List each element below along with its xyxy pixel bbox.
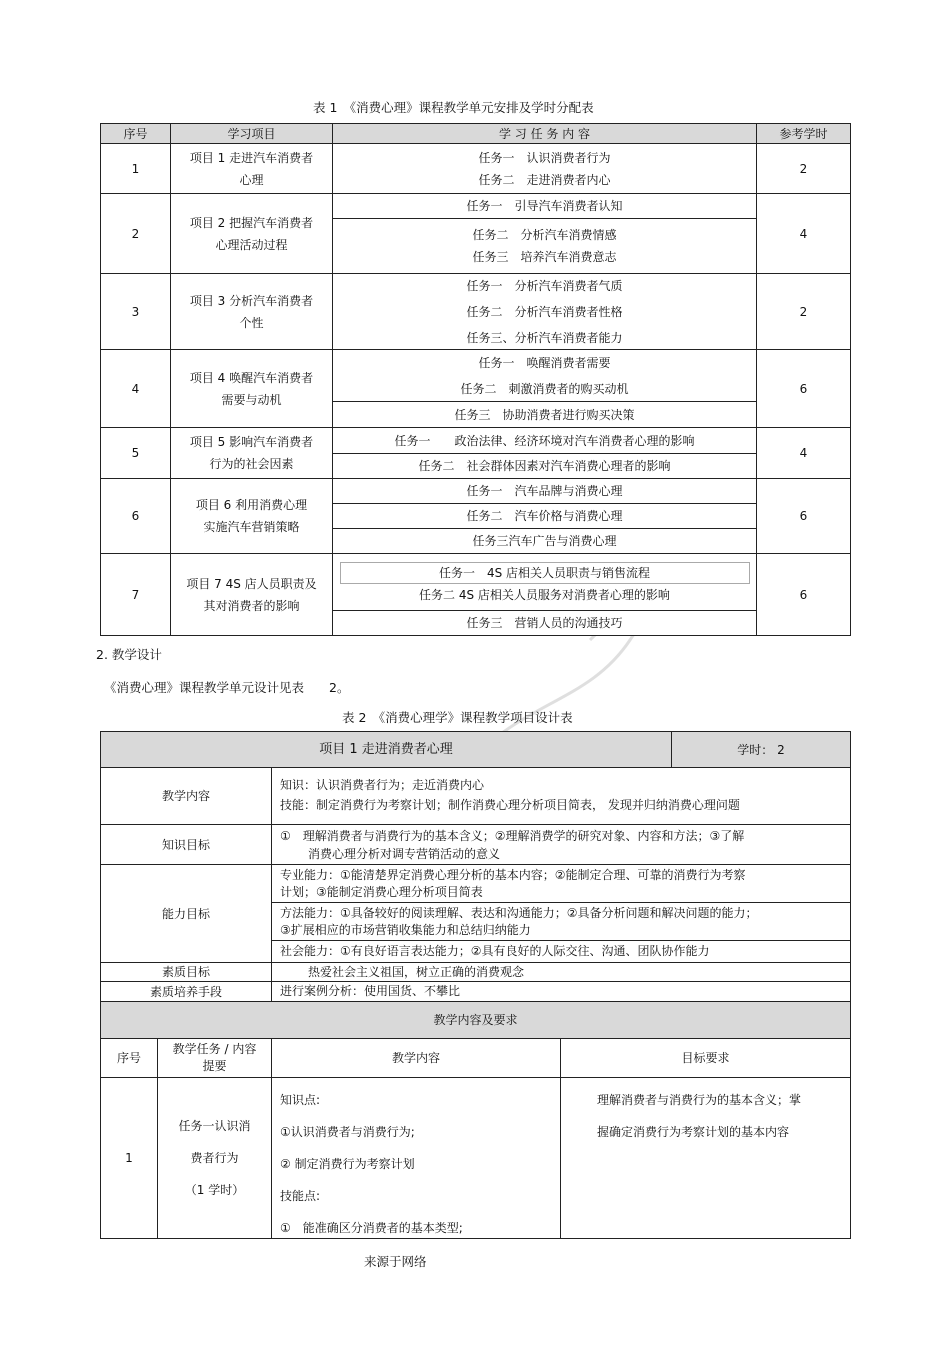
project-line: 心理活动过程 (215, 237, 288, 252)
table2-ability-professional (271, 864, 851, 903)
table1-row4-project (170, 349, 333, 428)
table2-subheader-task (157, 1038, 272, 1078)
content-line: 知识：认识消费者行为；走近消费内心 (280, 778, 485, 792)
table1-row1-no: 1 (100, 143, 171, 194)
table2-row1-goal (560, 1077, 851, 1239)
task-line: （1 学时） (184, 1183, 245, 1197)
task-item: 任务三、分析汽车消费者能力 (466, 330, 623, 345)
table1-row3-tasks (332, 273, 757, 350)
table1-row4-no: 4 (100, 349, 171, 428)
table2 (100, 731, 851, 1239)
table1-header-tasks: 学 习 任 务 内 容 (332, 123, 757, 144)
project-line: 项目 6 利用消费心理 (195, 498, 308, 512)
table2-ability-method (271, 902, 851, 941)
subheader-line: 提要 (202, 1059, 227, 1073)
table1-row1-tasks (332, 143, 757, 194)
table1-row4-task3: 任务三 协助消费者进行购买决策 (332, 401, 757, 428)
project-line: 其对消费者的影响 (203, 598, 300, 613)
table2-ability-label: 能力目标 (100, 864, 272, 963)
table1-row5-project (170, 427, 333, 479)
ability-line: 计划；③能制定消费心理分析项目简表 (280, 885, 483, 899)
table1-row6-task1: 任务一 汽车品牌与消费心理 (332, 478, 757, 504)
content-line: 技能点: (280, 1189, 321, 1203)
task-item: 任务二 走进消费者内心 (478, 172, 611, 187)
table1-row6-hours: 6 (756, 478, 851, 554)
table2-quality-value: 热爱社会主义祖国，树立正确的消费观念 (271, 962, 851, 982)
table2-row1-task (157, 1077, 272, 1239)
project-line: 个性 (239, 315, 264, 330)
table2-ability-social: 社会能力：①有良好语言表达能力；②具有良好的人际交往、沟通、团队协作能力 (271, 940, 851, 963)
project-line: 项目 7 4S 店人员职责及 (186, 576, 317, 591)
table1-row6-task3: 任务三汽车广告与消费心理 (332, 528, 757, 554)
content-line: 知识点: (280, 1093, 321, 1107)
table1 (100, 123, 851, 636)
table1-header-project: 学习项目 (170, 123, 333, 144)
table1-row4-hours: 6 (756, 349, 851, 428)
goal-line: 理解消费者与消费行为的基本含义；掌 (597, 1093, 802, 1107)
table1-row5-no: 5 (100, 427, 171, 479)
table2-project-title: 项目 1 走进消费者心理 (100, 731, 672, 768)
footer-source: 来源于网络 (364, 1254, 427, 1269)
project-line: 实施汽车营销策略 (203, 520, 300, 534)
table2-quality-means-value: 进行案例分析：使用国货、不攀比 (271, 981, 851, 1002)
table2-caption: 表 2 《消费心理学》课程教学项目设计表 (342, 710, 573, 725)
task-line: 任务一认识消 (178, 1119, 251, 1133)
table1-header-no: 序号 (100, 123, 171, 144)
project-line: 项目 1 走进汽车消费者 (189, 150, 314, 165)
table1-row3-no: 3 (100, 273, 171, 350)
table1-row3-hours: 2 (756, 273, 851, 350)
table1-row2-hours: 4 (756, 193, 851, 274)
table1-row2-project (170, 193, 333, 274)
table1-row7-task3: 任务三 营销人员的沟通技巧 (332, 610, 757, 636)
project-line: 项目 2 把握汽车消费者 (189, 215, 314, 230)
project-line: 项目 3 分析汽车消费者 (189, 293, 314, 308)
table2-knowledge-label: 知识目标 (100, 824, 272, 865)
ability-line: 方法能力：①具备较好的阅读理解、表达和沟通能力；②具备分析问题和解决问题的能力； (280, 906, 758, 920)
table2-content-label: 教学内容 (100, 767, 272, 825)
ability-line: ③扩展相应的市场营销收集能力和总结归纳能力 (280, 923, 531, 937)
table2-subheader-no: 序号 (100, 1038, 158, 1078)
content-line: 技能：制定消费行为考察计划；制作消费心理分析项目简表， 发现并归纳消费心理问题 (280, 798, 740, 812)
table2-row1-no: 1 (100, 1077, 158, 1239)
table1-row7-project (170, 553, 333, 636)
table2-subheader-goal: 目标要求 (560, 1038, 851, 1078)
table1-row7-hours: 6 (756, 553, 851, 636)
table2-subheader-content: 教学内容 (271, 1038, 561, 1078)
section-heading: 2. 教学设计 (96, 647, 162, 662)
table2-content-value (271, 767, 851, 825)
task-item: 任务二 分析汽车消费情感 (472, 228, 617, 242)
task-item: 任务一 认识消费者行为 (478, 150, 611, 165)
knowledge-line: ① 理解消费者与消费行为的基本含义；②理解消费学的研究对象、内容和方法；③了解 (280, 829, 745, 843)
ability-line: 专业能力：①能清楚界定消费心理分析的基本内容；②能制定合理、可靠的消费行为考察 (280, 868, 746, 882)
task-item: 任务一 4S 店相关人员职责与销售流程 (340, 562, 750, 584)
table1-row3-project (170, 273, 333, 350)
section-intro: 《消费心理》课程教学单元设计见表 2。 (104, 680, 350, 695)
table1-row4-tasks (332, 349, 757, 402)
project-line: 项目 5 影响汽车消费者 (189, 435, 314, 449)
task-item: 任务一 分析汽车消费者气质 (466, 278, 623, 293)
table2-quality-label: 素质目标 (100, 962, 272, 982)
table1-row5-task1: 任务一 政治法律、经济环境对汽车消费者心理的影响 (332, 427, 757, 454)
table2-requirements-title: 教学内容及要求 (100, 1001, 851, 1039)
task-item: 任务二 4S 店相关人员服务对消费者心理的影响 (419, 588, 670, 602)
task-item: 任务三 培养汽车消费意志 (472, 250, 617, 264)
content-line: ①认识消费者与消费行为; (280, 1125, 415, 1139)
task-item: 任务二 刺激消费者的购买动机 (460, 381, 629, 396)
table1-row5-hours: 4 (756, 427, 851, 479)
table2-row1-content (271, 1077, 561, 1239)
goal-line: 握确定消费行为考察计划的基本内容 (597, 1125, 790, 1139)
table2-quality-means-label: 素质培养手段 (100, 981, 272, 1002)
table1-row7-no: 7 (100, 553, 171, 636)
project-line: 行为的社会因素 (209, 457, 294, 471)
table1-caption: 表 1 《消费心理》课程教学单元安排及学时分配表 (313, 100, 594, 115)
content-line: ② 制定消费行为考察计划 (280, 1157, 415, 1171)
table1-row2-task1: 任务一 引导汽车消费者认知 (332, 193, 757, 219)
table1-row6-project (170, 478, 333, 554)
task-line: 费者行为 (190, 1151, 239, 1165)
project-line: 需要与动机 (221, 392, 282, 407)
table1-row1-hours: 2 (756, 143, 851, 194)
task-item: 任务一 唤醒消费者需要 (478, 355, 611, 370)
project-line: 项目 4 唤醒汽车消费者 (189, 370, 314, 385)
table1-row6-no: 6 (100, 478, 171, 554)
table1-row2-no: 2 (100, 193, 171, 274)
task-item: 任务二 分析汽车消费者性格 (466, 304, 623, 319)
table1-row7-tasks (332, 553, 757, 611)
table1-row5-task2: 任务二 社会群体因素对汽车消费心理者的影响 (332, 453, 757, 479)
knowledge-line: 消费心理分析对调专营销活动的意义 (308, 847, 501, 861)
table1-row6-task2: 任务二 汽车价格与消费心理 (332, 503, 757, 529)
table1-row1-project (170, 143, 333, 194)
project-line: 心理 (239, 172, 264, 187)
subheader-line: 教学任务 / 内容 (172, 1042, 257, 1056)
table1-header-hours: 参考学时 (756, 123, 851, 144)
table1-row2-tasks (332, 218, 757, 274)
table2-knowledge-value (271, 824, 851, 865)
content-line: ① 能准确区分消费者的基本类型; (280, 1221, 463, 1235)
table2-hours: 学时： 2 (671, 731, 851, 768)
